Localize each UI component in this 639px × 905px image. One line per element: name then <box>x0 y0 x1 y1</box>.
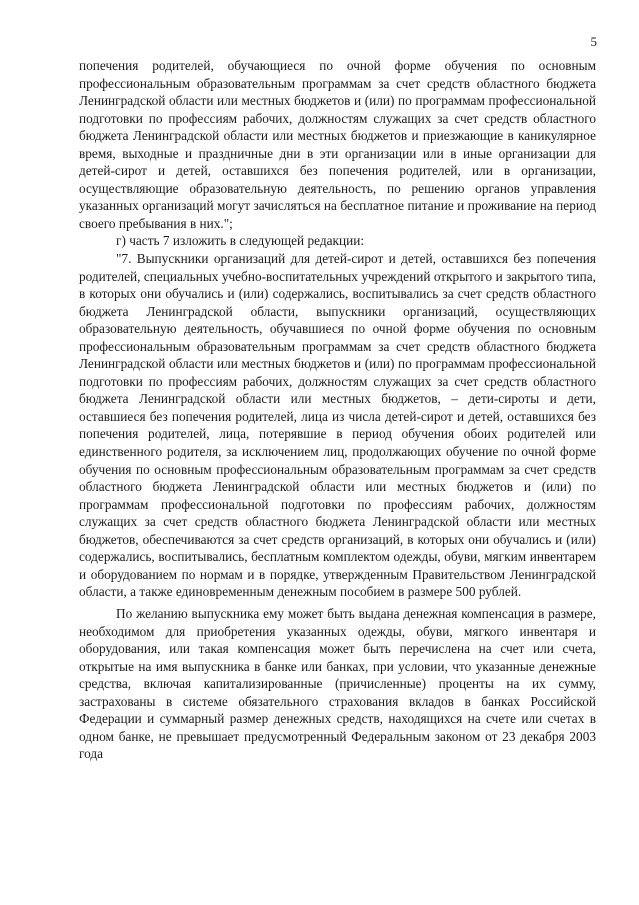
document-body <box>79 57 596 763</box>
page-number: 5 <box>590 34 597 49</box>
paragraph-continuation: попечения родителей, обучающиеся по очной форме обучения по основным профессиональным образовательным программам за счет средств областного бюджета Ленинградской области или местных бюджетов и (или) по программам профессиональной подготовки по профессиям рабочих, должностям служащих за счет средств областного бюджета Ленинградской области или местных бюджетов и приезжающие в каникулярное время, выходные и праздничные дни в эти организации или в иные организации для детей-сирот и детей, оставшихся без попечения родителей, или в организации, осуществляющие образовательную деятельность, по решению органов управления указанных организаций могут зачисляться на бесплатное питание и проживание на период своего пребывания в них."; <box>79 58 596 231</box>
paragraph-compensation: По желанию выпускника ему может быть выдана денежная компенсация в размере, необходимом для приобретения указанных одежды, обуви, мягкого инвентаря и оборудования, или такая компенсация может быть перечислена на счет или счета, открытые на имя выпускника в банке или банках, при условии, что указанные денежные средства, включая капитализированные (причисленные) проценты на их сумму, застрахованы в системе обязательного страхования вкладов в банках Российской Федерации и суммарный размер денежных средств, находящихся на счете или счетах в одном банке, не превышает предусмотренный Федеральным законом от 23 декабря 2003 года <box>79 605 596 762</box>
paragraph-amendment-g: г) часть 7 изложить в следующей редакции: <box>116 233 365 249</box>
paragraph-part-7: "7. Выпускники организаций для детей-сирот и детей, оставшихся без попечения родителей, специальных учебно-воспитательных учреждений открытого и закрытого типа, в которых они обучались и (или) содержались, воспитывались за счет средств областного бюджета Ленинградской области, выпускники организаций, осуществляющих образовательную деятельность, обучавшиеся по очной форме обучения по основным профессиональным образовательным программам за счет средств областного бюджета Ленинградской области или местных бюджетов и (или) по программам профессиональной подготовки по профессиям рабочих, должностям служащих за счет средств областного бюджета Ленинградской области или местных бюджетов, – дети-сироты и дети, оставшиеся без попечения родителей, лица из числа детей-сирот и детей, оставшихся без попечения родителей, лица, потерявшие в период обучения обоих родителей или единственного родителя, за исключением лиц, продолжающих обучение по очной форме обучения по основным профессиональным образовательным программам за счет средств областного бюджета Ленинградской области или местных бюджетов и (или) по программам профессиональной подготовки по профессиям рабочих, должностям служащих за счет средств областного бюджета Ленинградской области или местных бюджетов, обеспечиваются за счет средств организаций, в которых они обучались и (или) содержались, воспитывались, бесплатным комплектом одежды, обуви, мягким инвентарем и оборудованием по нормам и в порядке, утвержденным Правительством Ленинградской области, а также единовременным денежным пособием в размере 500 рублей. <box>79 251 596 600</box>
